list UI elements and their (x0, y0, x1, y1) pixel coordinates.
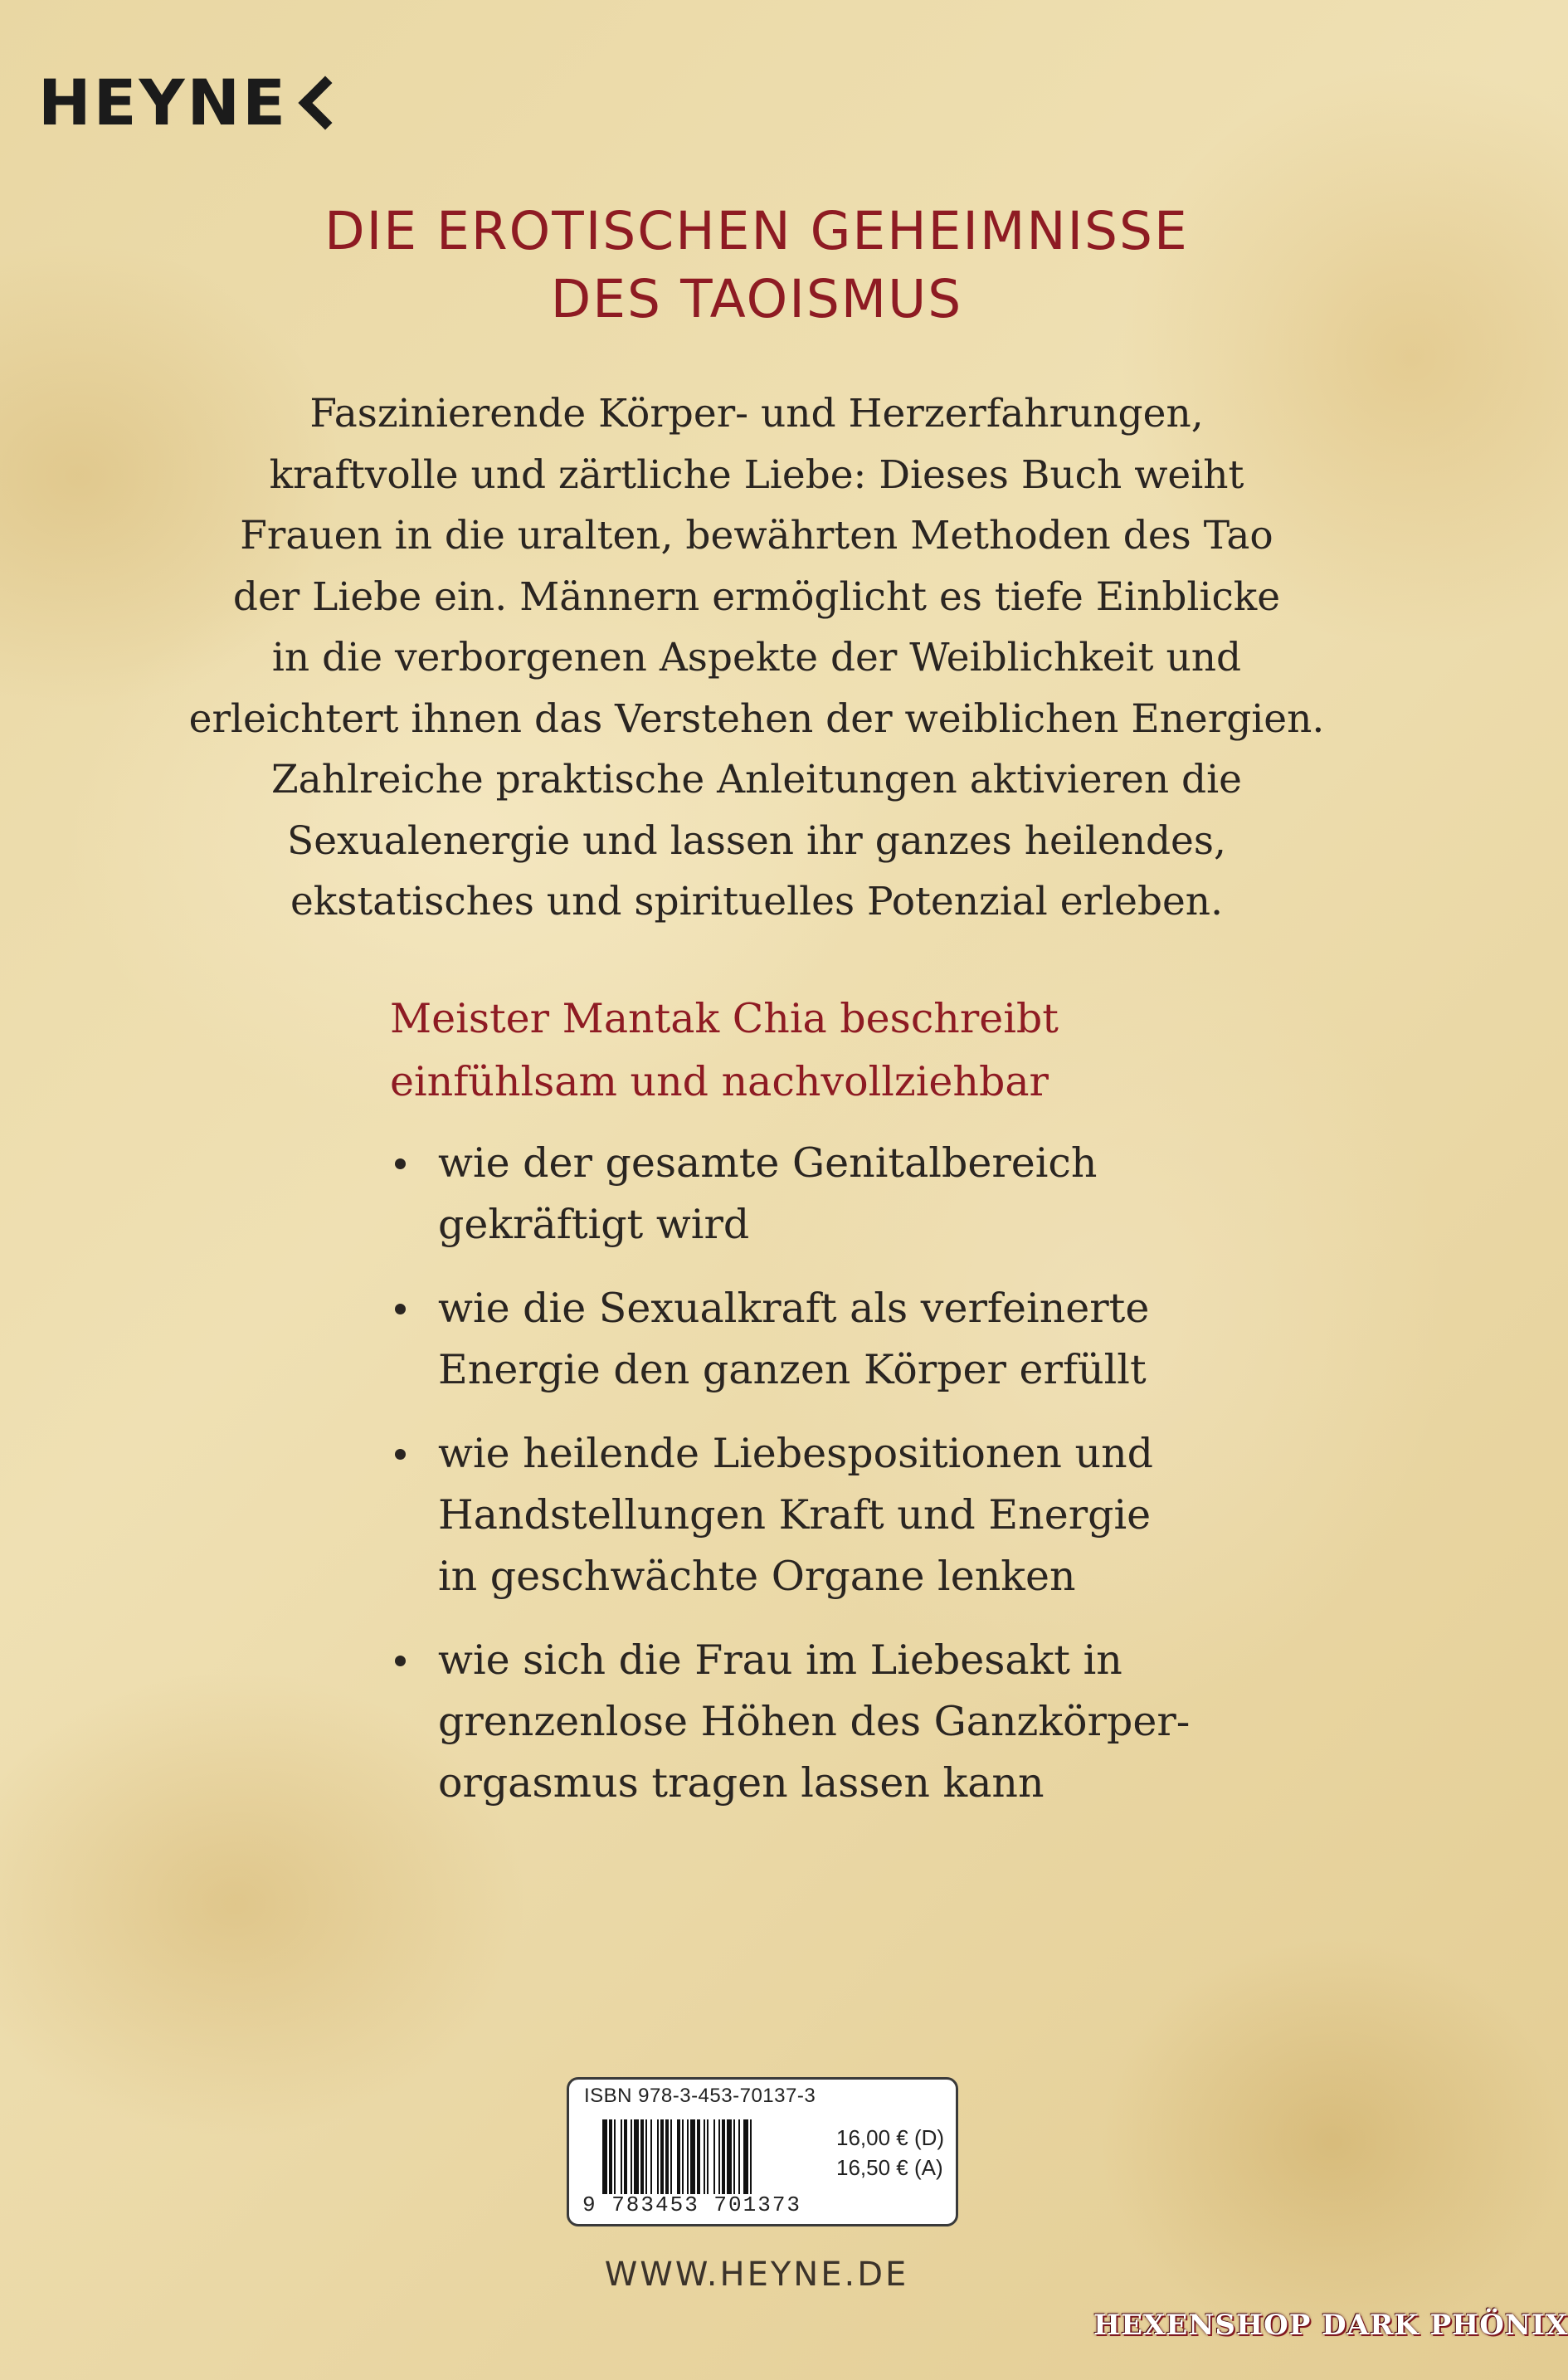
author-lead-line: einfühlsam und nachvollziehbar (390, 1058, 1049, 1105)
list-item-line: wie sich die Frau im Liebesakt in (438, 1636, 1122, 1684)
publisher-logo-text: HEYNE (38, 66, 289, 139)
price-germany: 16,00 € (D) (836, 2125, 945, 2150)
barcode-bar (752, 2119, 755, 2194)
watermark-logo: HEXENSHOP DARK PHÖNIX (1093, 2309, 1568, 2342)
blurb-line: ekstatisches und spirituelles Potenzial erleben. (290, 879, 1224, 924)
blurb-line: erleichtert ihnen das Verstehen der weiblichen Energien. (188, 695, 1325, 742)
barcode-bars (602, 2119, 810, 2194)
book-title (0, 198, 1513, 334)
list-item (390, 1278, 1303, 1401)
list-item-line: gekräftigt wird (438, 1201, 750, 1248)
list-item-line: grenzenlose Höhen des Ganzkörper- (438, 1698, 1191, 1745)
list-item-line: wie der gesamte Genitalbereich (438, 1139, 1098, 1187)
bullet-icon (395, 1656, 406, 1666)
feature-list (390, 1133, 1303, 1836)
bullet-icon (395, 1449, 406, 1460)
list-item-line: wie die Sexualkraft als verfeinerte (438, 1285, 1150, 1332)
blurb-line: der Liebe ein. Männern ermöglicht es tiefe Einblicke (232, 573, 1281, 620)
list-item-line: Energie den ganzen Körper erfüllt (438, 1346, 1147, 1393)
blurb-line: in die verborgenen Aspekte der Weiblichkeit und (271, 635, 1242, 680)
blurb-line: kraftvolle und zärtliche Liebe: Dieses Buch weiht (269, 451, 1244, 498)
barcode-label (567, 2077, 958, 2226)
bullet-icon (395, 1158, 406, 1169)
list-item (390, 1630, 1303, 1814)
blurb-line: Zahlreiche praktische Anleitungen aktivieren die (271, 757, 1242, 802)
list-item-line: Handstellungen Kraft und Energie (438, 1491, 1152, 1539)
barcode-digits: 9 783453 701373 (582, 2192, 802, 2217)
list-item (390, 1133, 1303, 1256)
blurb-line: Frauen in die uralten, bewährten Methoden des Tao (240, 513, 1273, 558)
author-lead-line: Meister Mantak Chia beschreibt (390, 995, 1059, 1042)
price-block (836, 2123, 944, 2182)
blurb-paragraph (0, 383, 1513, 933)
publisher-logo (38, 66, 344, 139)
website-url: WWW.HEYNE.DE (604, 2256, 909, 2294)
list-item-line: wie heilende Liebespositionen und (438, 1430, 1154, 1477)
author-lead (390, 988, 1059, 1114)
list-item-line: orgasmus tragen lassen kann (438, 1759, 1045, 1807)
list-item-line: in geschwächte Organe lenken (438, 1553, 1076, 1600)
price-austria: 16,50 € (A) (836, 2155, 943, 2180)
book-title-line: DES TAOISMUS (550, 269, 963, 329)
chevron-left-icon (299, 76, 353, 129)
list-item (390, 1423, 1303, 1607)
book-title-line: DIE EROTISCHEN GEHEIMNISSE (324, 201, 1189, 261)
blurb-line: Faszinierende Körper- und Herzerfahrungen, (309, 391, 1204, 436)
blurb-line: Sexualenergie und lassen ihr ganzes heilendes, (287, 817, 1226, 864)
bullet-icon (395, 1304, 406, 1314)
isbn-text: ISBN 978-3-453-70137-3 (584, 2085, 816, 2107)
